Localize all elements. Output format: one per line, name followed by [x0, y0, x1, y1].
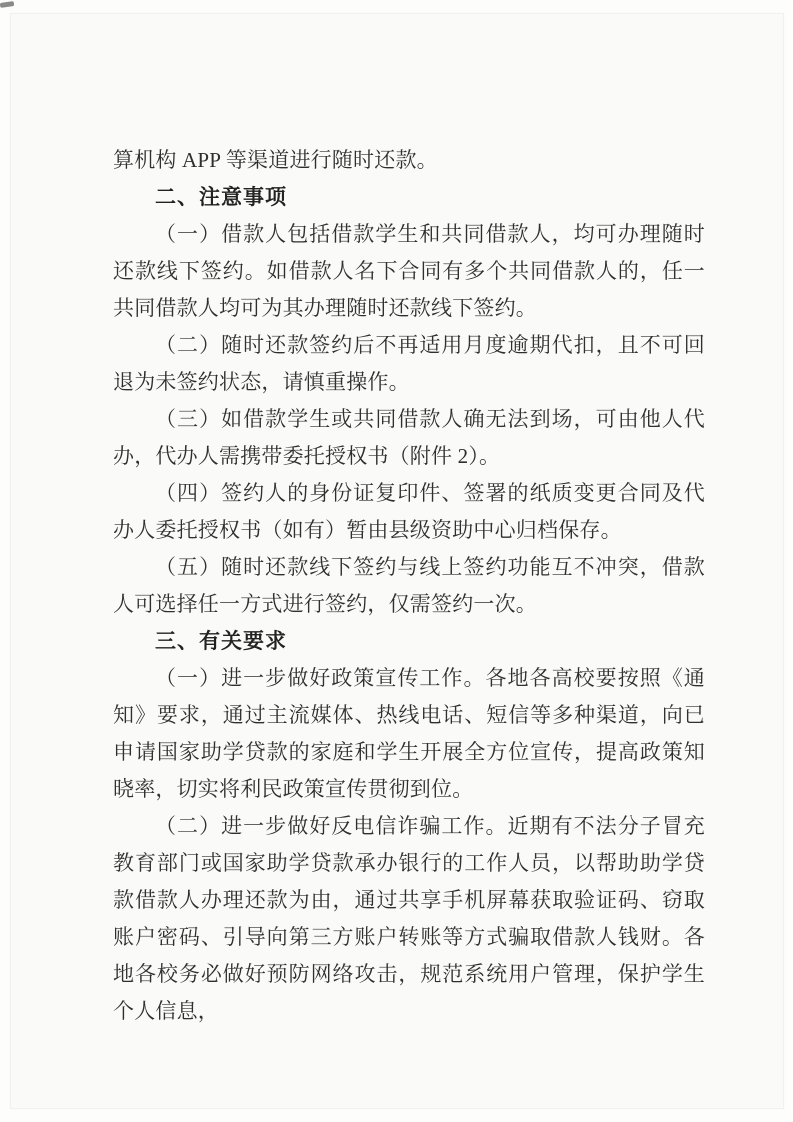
- document-page: [10, 13, 784, 1109]
- note-item-1: （一）借款人包括借款学生和共同借款人，均可办理随时还款线下签约。如借款人名下合同有多个共同借款人的，任一共同借款人均可为其办理随时还款线下签约。: [113, 222, 705, 320]
- continuation-line: 算机构 APP 等渠道进行随时还款。: [113, 148, 438, 172]
- note-item-2: （二）随时还款签约后不再适用月度逾期代扣，且不可回退为未签约状态，请慎重操作。: [113, 333, 705, 394]
- scan-artifact: [0, 1, 14, 8]
- note-item-3: （三）如借款学生或共同借款人确无法到场，可由他人代办，代办人需携带委托授权书（附件 2）。: [113, 407, 705, 468]
- requirement-item-1: （一）进一步做好政策宣传工作。各地各高校要按照《通知》要求，通过主流媒体、热线电话、短信等多种渠道，向已申请国家助学贷款的家庭和学生开展全方位宣传，提高政策知晓率，切实将利民政策宣传贯彻到位。: [113, 666, 705, 801]
- note-item-5: （五）随时还款线下签约与线上签约功能互不冲突，借款人可选择任一方式进行签约，仅需签约一次。: [113, 555, 705, 616]
- requirement-item-2: （二）进一步做好反电信诈骗工作。近期有不法分子冒充教育部门或国家助学贷款承办银行的工作人员，以帮助助学贷款借款人办理还款为由，通过共享手机屏幕获取验证码、窃取账户密码、引导向第三方账户转账等方式骗取借款人钱财。各地各校务必做好预防网络攻击，规范系统用户管理，保护学生个人信息，: [113, 814, 705, 1023]
- section-heading-requirements: 三、有关要求: [155, 630, 287, 653]
- document-text-block: [113, 142, 705, 1030]
- note-item-4: （四）签约人的身份证复印件、签署的纸质变更合同及代办人委托授权书（如有）暂由县级资助中心归档保存。: [113, 481, 705, 542]
- section-heading-notes: 二、注意事项: [155, 186, 287, 209]
